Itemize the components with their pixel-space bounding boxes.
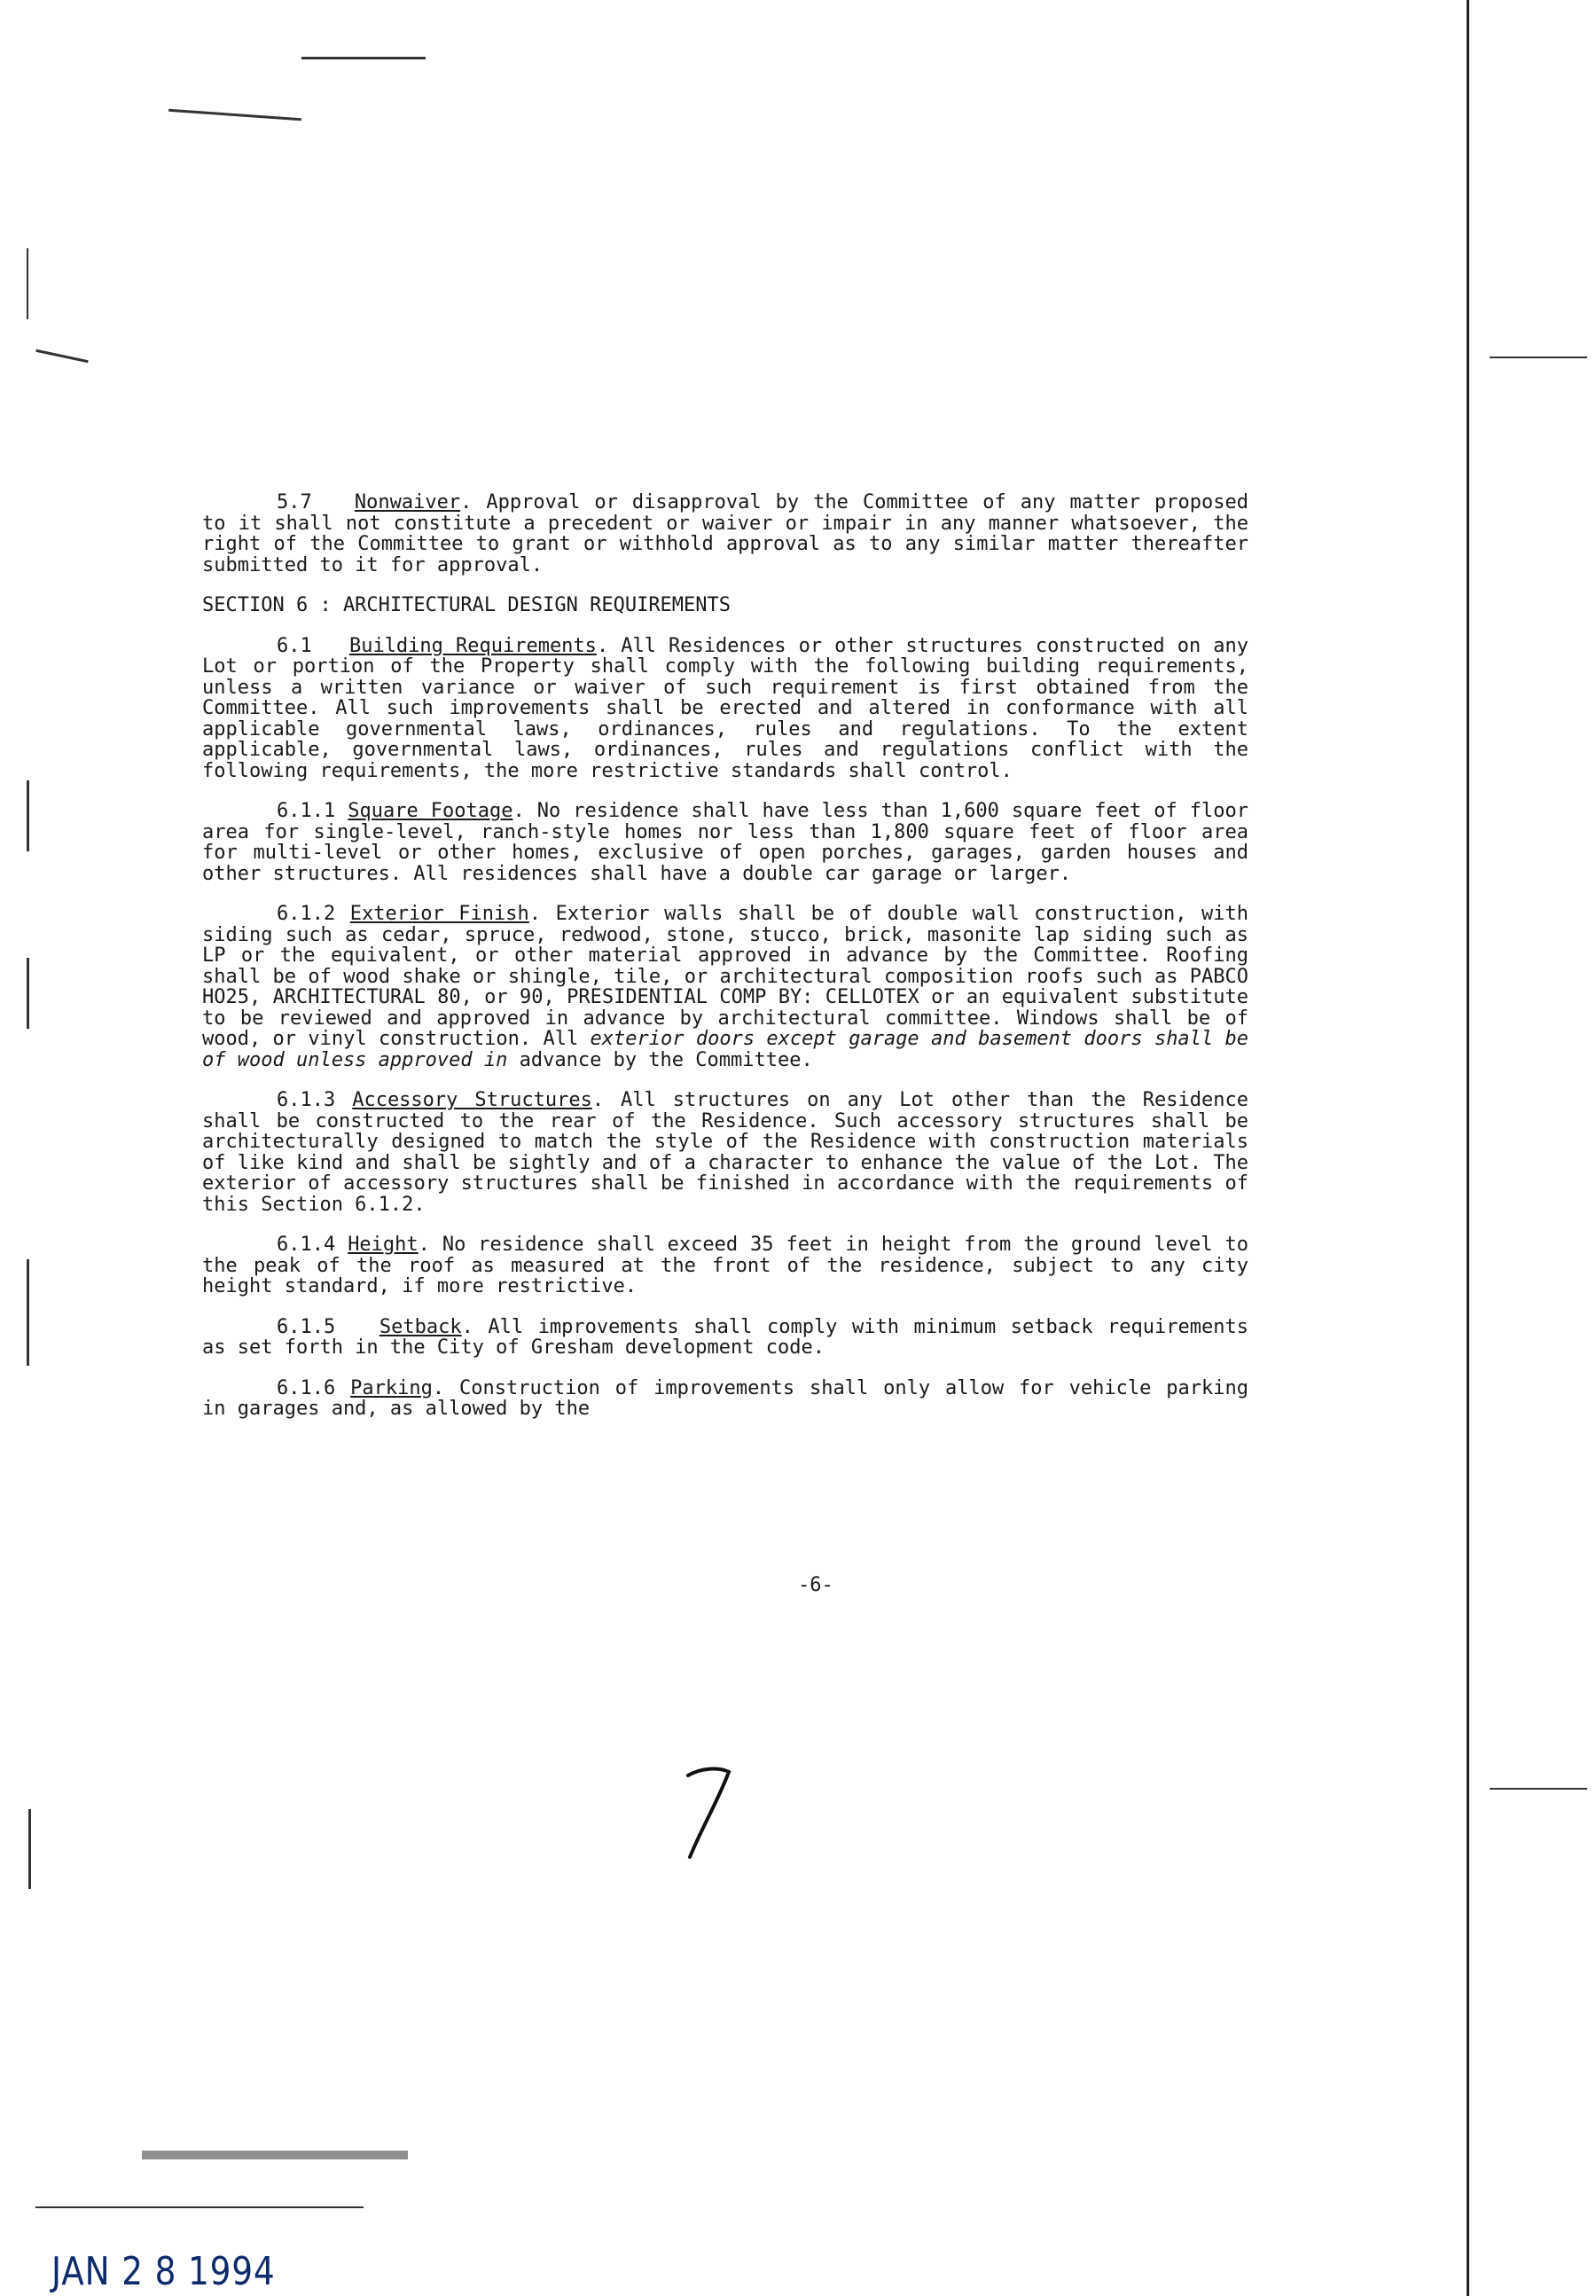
paragraph-number: 5.7 [277, 491, 312, 513]
paragraph-title: Building Requirements [348, 634, 597, 657]
paragraph-number: 6.1.3 [277, 1089, 336, 1111]
paragraph-6-1 [202, 636, 1248, 782]
paragraph-number: 6.1.5 [277, 1315, 336, 1338]
margin-mark [35, 349, 88, 363]
paragraph-6-1-3 [202, 1090, 1248, 1215]
margin-mark [28, 1809, 31, 1889]
paragraph-text: . Exterior walls shall be of double wall construction, with siding such as cedar, spruce, redwood, stone, stucco, brick, masonite lap siding such as LP or the equivalent, or other material approved in advance by the Committee. Roofing shall be of wood shake or shingle, tile, or architectural composition roofs such as PABCO HO25, ARCHITECTURAL 80, or 90, PRESIDENTIAL COMP BY: CELLOTEX or an equivalent substitute to be reviewed and approved in advance by architectural committee. Windows shall be of wood, or vinyl construction. All [202, 903, 1248, 1050]
paragraph-text: . All Residences or other structures constructed on any Lot or portion of the Property shall comply with the following building requirements, unless a written variance or waiver of such requirement is first obtained from the Committee. All such improvements shall be erected and altered in conformance with all applicable governmental laws, ordinances, rules and regulations. To the extent applicable, governmental laws, ordinances, rules and regulations conflict with the following requirements, the more restrictive standards shall control. [202, 634, 1248, 782]
section-heading: SECTION 6 : ARCHITECTURAL DESIGN REQUIREMENTS [202, 594, 732, 616]
paragraph-6-1-2 [202, 904, 1248, 1070]
paragraph-number: 6.1.6 [277, 1376, 336, 1399]
paragraph-6-1-4 [202, 1234, 1248, 1297]
paragraph-text: . No residence shall have less than 1,600 square feet of floor area for single-level, ranch-style homes nor less than 1,800 square feet of floor area for multi-level or other homes, exclusive of open porches, garages, garden houses and other structures. All residences shall have a double car garage or larger. [202, 800, 1249, 885]
stamp-border [35, 2206, 364, 2208]
margin-mark [27, 1259, 29, 1366]
scan-noise [142, 2151, 408, 2159]
paragraph-6-1-6 [202, 1378, 1248, 1420]
paragraph-text: . Construction of improvements shall only allow for vehicle parking in garages and, as allowed by the [202, 1376, 1248, 1420]
paragraph-title: Nonwaiver [354, 491, 461, 513]
page-number: -6- [798, 1574, 833, 1596]
paragraph-number: 6.1 [277, 634, 312, 657]
margin-mark [27, 248, 28, 319]
paragraph-number: 6.1.1 [277, 800, 336, 822]
paragraph-text: . No residence shall exceed 35 feet in height from the ground level to the peak of the roof as measured at the front of the residence, subject to any city height standard, if more restrictive. [202, 1234, 1248, 1297]
date-stamp: JAN 2 8 1994 [51, 2249, 276, 2294]
paragraph-text: . Approval or disapproval by the Committee of any matter proposed to it shall not constitute a precedent or waiver or impair in any manner whatsoever, the right of the Committee to grant or withhold approval as to any similar matter thereafter submitted to it for approval. [202, 491, 1248, 576]
margin-mark [301, 57, 426, 59]
document-body [202, 492, 1248, 1439]
paragraph-italic-text: exterior doors except garage and basement doors shall be of wood unless approved in [202, 1028, 1248, 1071]
margin-mark [27, 780, 29, 851]
paragraph-title: Accessory Structures [352, 1089, 592, 1111]
page-edge-rule [1467, 0, 1469, 2296]
paragraph-title: Square Footage [348, 800, 513, 822]
paragraph-text: . All structures on any Lot other than the Residence shall be constructed to the rear of the Residence. Such accessory structures shall be architecturally designed to match the style of the Residence with construction materials of like kind and shall be sightly and of a character to enhance the value of the Lot. The exterior of accessory structures shall be finished in accordance with the requirements of this Section 6.1.2. [202, 1089, 1249, 1216]
paragraph-5-7 [202, 492, 1248, 576]
margin-mark [168, 109, 301, 121]
paragraph-title: Height [348, 1234, 419, 1256]
margin-mark [27, 958, 29, 1029]
paragraph-tail-text: advance by the Committee. [507, 1048, 813, 1071]
paragraph-text: . All improvements shall comply with minimum setback requirements as set forth in the City of Gresham development code. [202, 1315, 1248, 1359]
paragraph-title: Parking [350, 1376, 433, 1399]
paragraph-title: Setback [379, 1315, 462, 1338]
margin-mark [1490, 1788, 1587, 1790]
paragraph-number: 6.1.4 [277, 1234, 336, 1256]
paragraph-number: 6.1.2 [277, 903, 336, 925]
paragraph-6-1-5 [202, 1317, 1248, 1359]
paragraph-title: Exterior Finish [349, 903, 529, 925]
margin-mark [1490, 357, 1587, 358]
paragraph-6-1-1 [202, 801, 1248, 884]
handwritten-number-seven [683, 1765, 736, 1862]
